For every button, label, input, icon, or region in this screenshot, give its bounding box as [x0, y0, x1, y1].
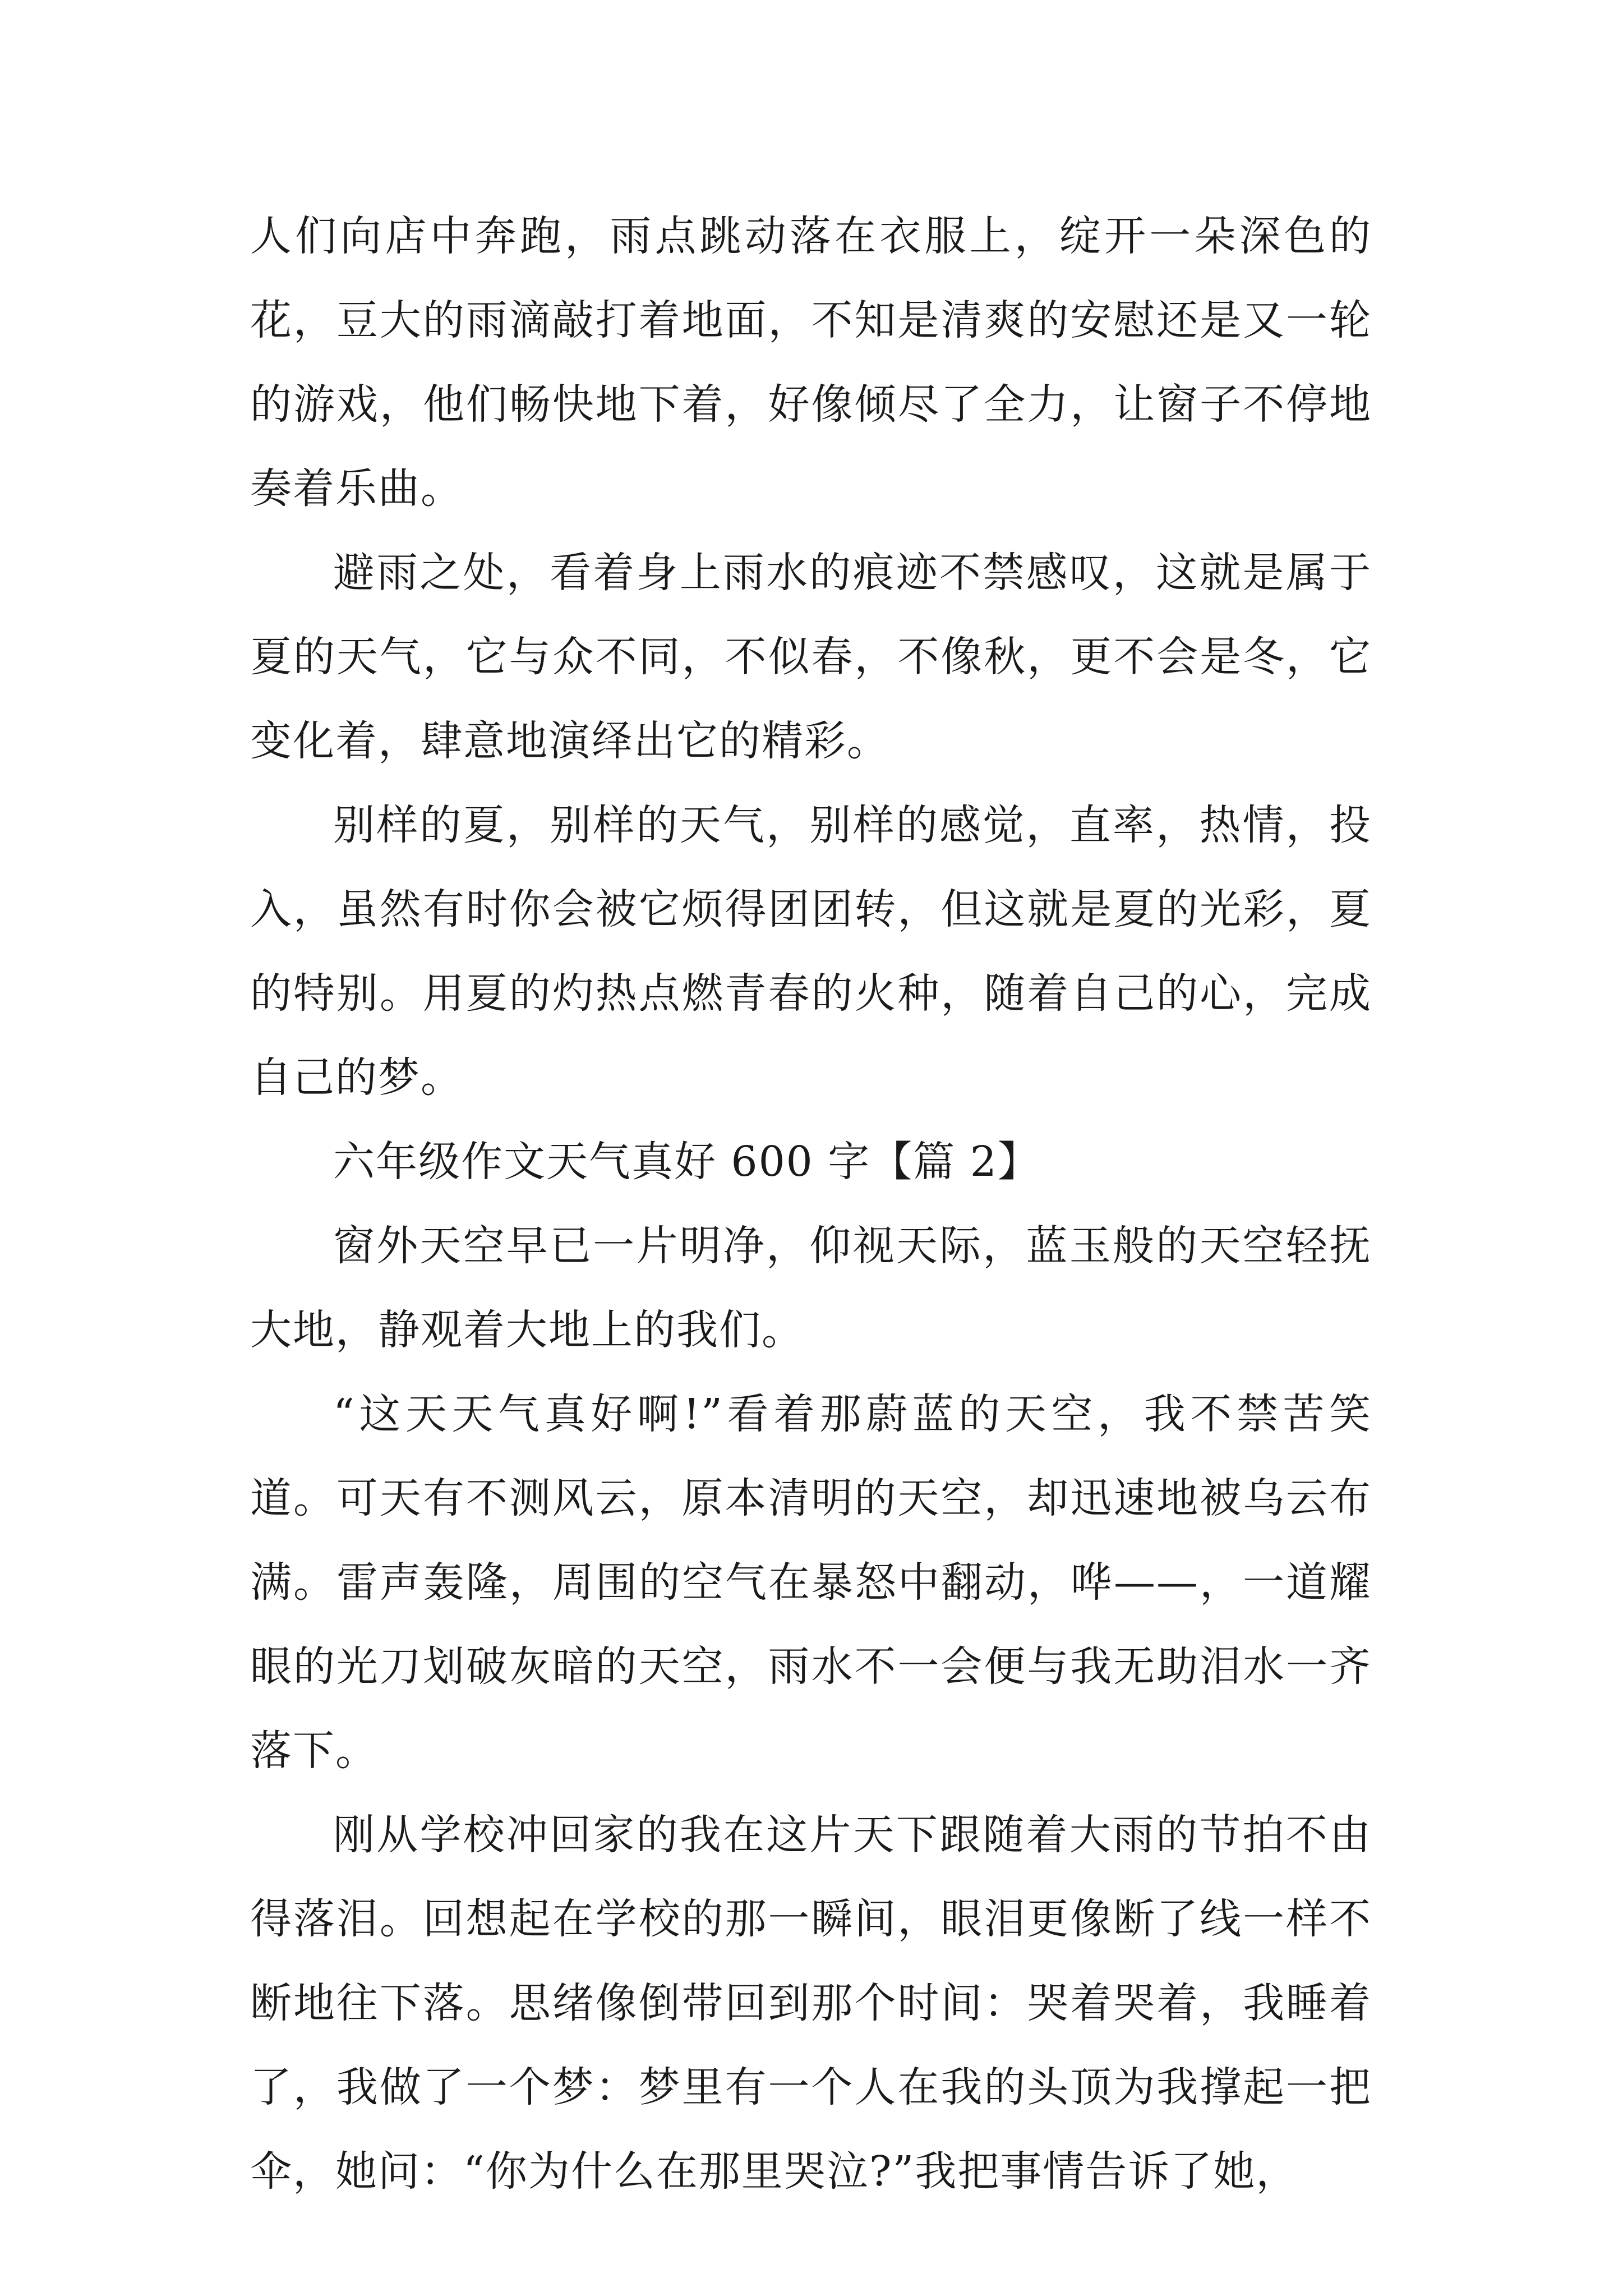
- paragraph: 窗外天空早已一片明净，仰视天际，蓝玉般的天空轻抚大地，静观着大地上的我们。: [250, 1222, 1372, 1354]
- paragraph: “这天天气真好啊!”看着那蔚蓝的天空，我不禁苦笑道。可天有不测风云，原本清明的天空，却迅速地被乌云布满。雷声轰隆，周围的空气在暴怒中翻动，哗——，一道耀眼的光刀划破灰暗的天空，雨水不一会便与我无助泪水一齐落下。: [250, 1390, 1372, 1775]
- document-body: [250, 194, 1372, 2214]
- paragraph: 人们向店中奔跑，雨点跳动落在衣服上，绽开一朵深色的花，豆大的雨滴敲打着地面，不知是清爽的安慰还是又一轮的游戏，他们畅快地下着，好像倾尽了全力，让窗子不停地奏着乐曲。: [250, 212, 1372, 513]
- paragraph: 刚从学校冲回家的我在这片天下跟随着大雨的节拍不由得落泪。回想起在学校的那一瞬间，眼泪更像断了线一样不断地往下落。思绪像倒带回到那个时间：哭着哭着，我睡着了，我做了一个梦：梦里有一个人在我的头顶为我撑起一把伞，她问：“你为什么在那里哭泣?”我把事情告诉了她，: [250, 1811, 1372, 2196]
- paragraph: 避雨之处，看着身上雨水的痕迹不禁感叹，这就是属于夏的天气，它与众不同，不似春，不像秋，更不会是冬，它变化着，肆意地演绎出它的精彩。: [250, 549, 1372, 765]
- paragraph: 别样的夏，别样的天气，别样的感觉，直率，热情，投入，虽然有时你会被它烦得团团转，但这就是夏的光彩，夏的特别。用夏的灼热点燃青春的火种，随着自己的心，完成自己的梦。: [250, 801, 1372, 1102]
- section-heading: 六年级作文天气真好 600 字【篇 2】: [333, 1138, 1040, 1186]
